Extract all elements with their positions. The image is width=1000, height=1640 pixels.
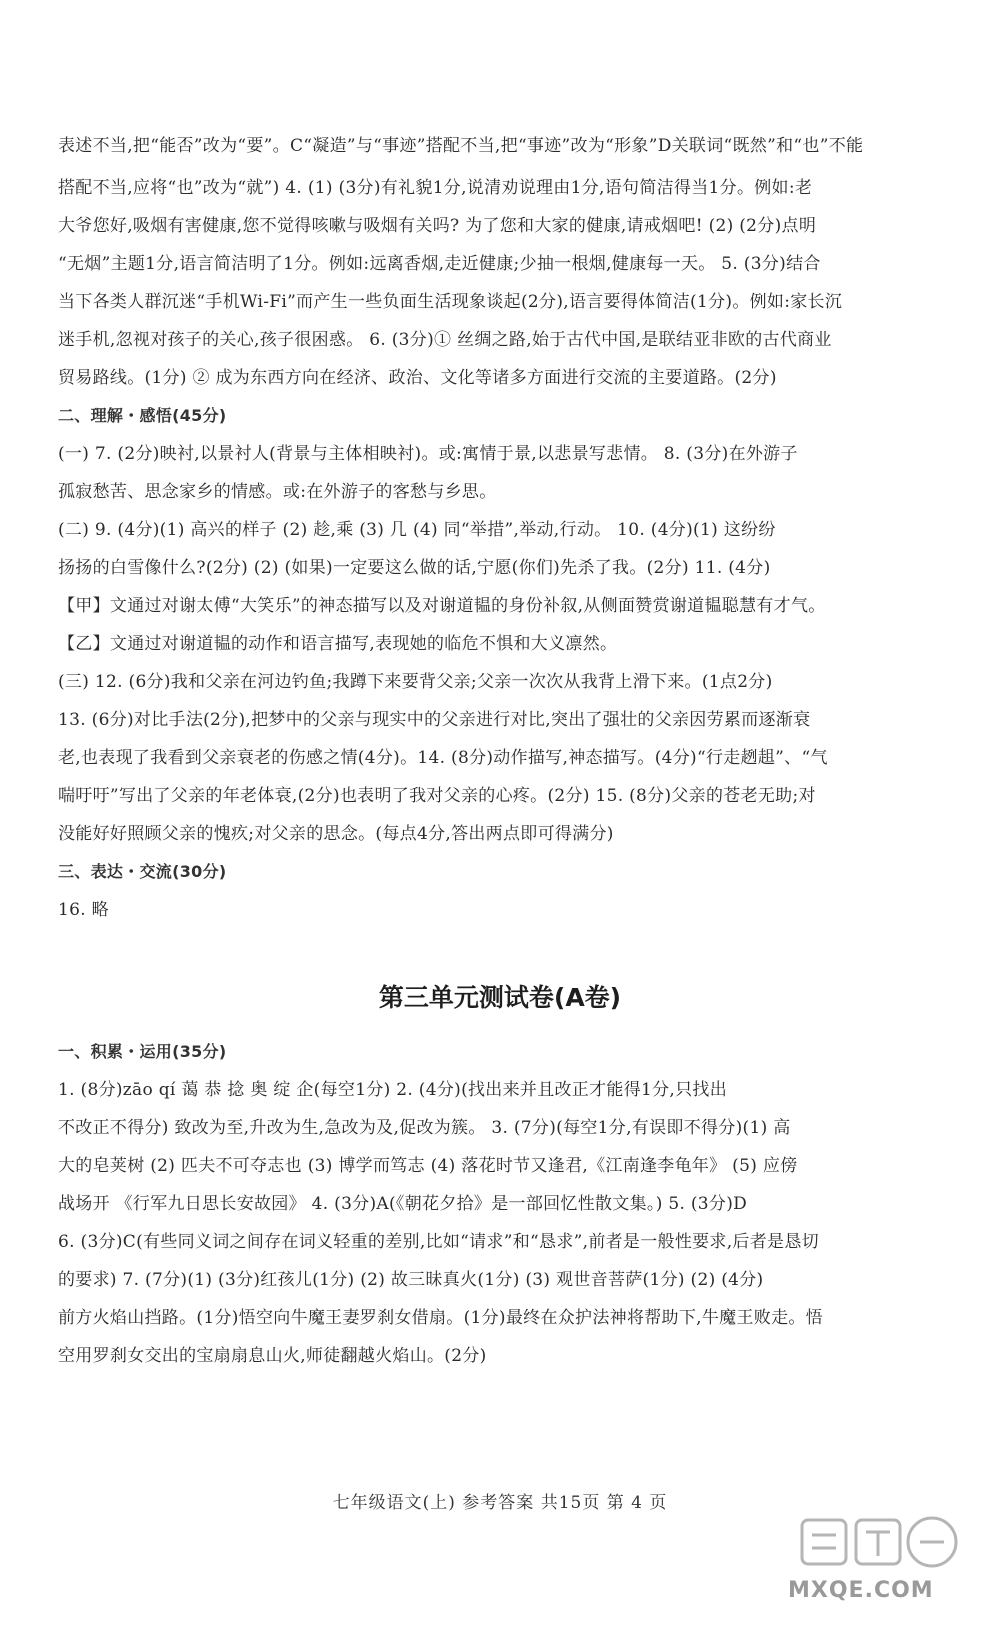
text-line: 大爷您好,吸烟有害健康,您不觉得咳嗽与吸烟有关吗? 为了您和大家的健康,请戒烟吧! (2) (2分)点明 (58, 216, 817, 236)
text-line: 【甲】文通过对谢太傅“大笑乐”的神态描写以及对谢道韫的身份补叙,从侧面赞赏谢道韫聪慧有才气。 (58, 596, 826, 616)
text-line: 【乙】文通过对谢道韫的动作和语言描写,表现她的临危不惧和大义凛然。 (58, 634, 618, 654)
text-line: 贸易路线。(1分) ② 成为东西方向在经济、政治、文化等诸多方面进行交流的主要道路。(2分) (58, 368, 777, 388)
text-line: 6. (3分)C(有些同义词之间存在词义轻重的差别,比如“请求”和“恳求”,前者是一般性要求,后者是恳切 (58, 1232, 819, 1252)
text-line: 不改正不得分) 致改为至,升改为生,急改为及,促改为簇。 3. (7分)(每空1分,有误即不得分)(1) 高 (58, 1118, 791, 1138)
text-line: (二) 9. (4分)(1) 高兴的样子 (2) 趁,乘 (3) 几 (4) 同“举措”,举动,行动。 10. (4分)(1) 这纷纷 (58, 520, 776, 540)
watermark-text: MXQE.COM (788, 1578, 934, 1603)
section-heading: 二、理解・感悟(45分) (58, 406, 227, 425)
text-line: 扬扬的白雪像什么?(2分) (2) (如果)一定要这么做的话,宁愿(你们)先杀了我。(2分) 11. (4分) (58, 558, 771, 578)
text-line: 孤寂愁苦、思念家乡的情感。或:在外游子的客愁与乡思。 (58, 482, 497, 502)
text-line: 当下各类人群沉迷“手机Wi-Fi”而产生一些负面生活现象谈起(2分),语言要得体简洁(1分)。例如:家长沉 (58, 292, 843, 312)
section-heading: 三、表达・交流(30分) (58, 862, 227, 881)
text-line: 13. (6分)对比手法(2分),把梦中的父亲与现实中的父亲进行对比,突出了强壮的父亲因劳累而逐渐衰 (58, 710, 811, 730)
watermark-logo-icon (782, 1510, 982, 1580)
section-heading: 一、积累・运用(35分) (58, 1042, 227, 1061)
watermark-logo (782, 1510, 982, 1630)
text-line: 迷手机,忽视对孩子的关心,孩子很困惑。 6. (3分)① 丝绸之路,始于古代中国,是联结亚非欧的古代商业 (58, 330, 832, 350)
unit-title: 第三单元测试卷(A卷) (378, 983, 622, 1012)
text-line: (三) 12. (6分)我和父亲在河边钓鱼;我蹲下来要背父亲;父亲一次次从我背上滑下来。(1点2分) (58, 672, 773, 692)
text-line: “无烟”主题1分,语言简洁明了1分。例如:远离香烟,走近健康;少抽一根烟,健康每一天。 5. (3分)结合 (58, 254, 821, 274)
text-line: 表述不当,把“能否”改为“要”。C“凝造”与“事迹”搭配不当,把“事迹”改为“形象”D关联词“既然”和“也”不能 (58, 136, 864, 156)
text-line: (一) 7. (2分)映衬,以景衬人(背景与主体相映衬)。或:寓情于景,以悲景写悲情。 8. (3分)在外游子 (58, 444, 798, 464)
text-line: 搭配不当,应将“也”改为“就”) 4. (1) (3分)有礼貌1分,说清劝说理由1分,语句简洁得当1分。例如:老 (58, 178, 813, 198)
text-line: 前方火焰山挡路。(1分)悟空向牛魔王妻罗刹女借扇。(1分)最终在众护法神将帮助下,牛魔王败走。悟 (58, 1308, 823, 1328)
text-line: 大的皂荚树 (2) 匹夫不可夺志也 (3) 博学而笃志 (4) 落花时节又逢君,《江南逢李龟年》 (5) 应傍 (58, 1156, 798, 1176)
text-line: 喘吁吁”写出了父亲的年老体衰,(2分)也表明了我对父亲的心疼。(2分) 15. (8分)父亲的苍老无助;对 (58, 786, 816, 806)
text-line: 空用罗刹女交出的宝扇扇息山火,师徒翻越火焰山。(2分) (58, 1346, 487, 1366)
text-line: 没能好好照顾父亲的愧疚;对父亲的思念。(每点4分,答出两点即可得满分) (58, 824, 614, 844)
text-line: 老,也表现了我看到父亲衰老的伤感之情(4分)。14. (8分)动作描写,神态描写。(4分)“行走趔趄”、“气 (58, 748, 828, 768)
text-line: 战场开 《行军九日思长安故园》 4. (3分)A(《朝花夕拾》是一部回忆性散文集。) 5. (3分)D (58, 1194, 748, 1214)
text-line: 1. (8分)zāo qí 蔼 恭 捻 奥 绽 企(每空1分) 2. (4分)(找出来并且改正才能得1分,只找出 (58, 1080, 728, 1100)
page-footer: 七年级语文(上) 参考答案 共15页 第 4 页 (332, 1493, 668, 1513)
text-line: 的要求) 7. (7分)(1) (3分)红孩儿(1分) (2) 故三昧真火(1分) (3) 观世音菩萨(1分) (2) (4分) (58, 1270, 764, 1290)
text-line: 16. 略 (58, 900, 109, 920)
